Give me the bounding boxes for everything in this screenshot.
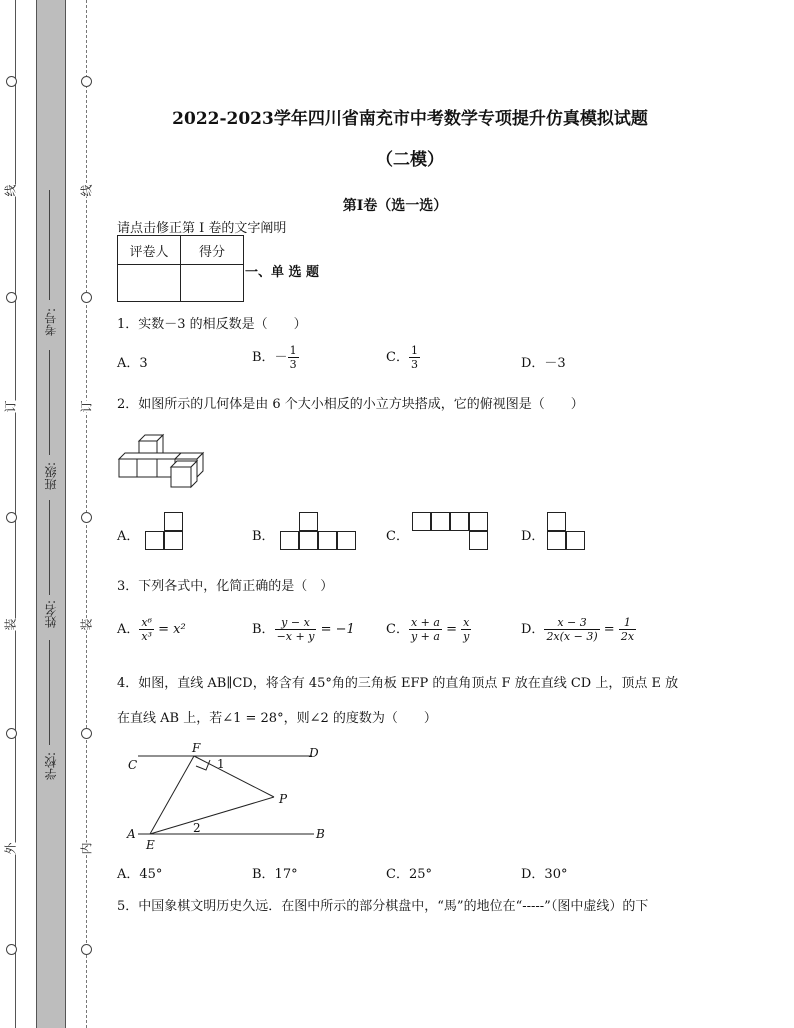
question-1-option-a[interactable]: A．3 [117,356,148,371]
question-1-option-c[interactable] [386,344,420,371]
exam-number-label: 考号: [44,308,58,337]
binding-hole [6,512,17,523]
question-5-stem: 5．中国象棋文明历史久远．在图中所示的部分棋盘中，“馬”的地位在“-----”（图中虚线）的下 [117,899,649,914]
question-3-option-a[interactable]: A． $\frac{\text{x⁶}}{\text{x³}}$ = x² [117,616,186,643]
question-4-option-c[interactable]: C．25° [386,867,432,882]
score-table-header-grader: 评卷人 [118,236,181,265]
margin-label-inner: 装 [79,618,94,631]
question-4-stem-line2: 在直线 AB 上，若∠1 = 28°，则∠2 的度数为（ ） [117,711,437,726]
question-1-option-d[interactable]: D．－3 [521,356,566,371]
binding-hole [81,728,92,739]
label-e: E [146,838,155,850]
score-table-header-score: 得分 [181,236,244,265]
document-subtitle: （二模） [376,150,444,170]
question-2-option-b[interactable]: B． [252,529,275,544]
question-4-option-d[interactable]: D．30° [521,867,568,882]
document-title: 2022-2023学年四川省南充市中考数学专项提升仿真模拟试题 [172,109,648,129]
margin-label-outer: 装 [3,618,18,631]
margin-label-inner: 订 [79,400,94,413]
class-label: 班级: [44,462,58,491]
name-label: 姓名: [44,600,58,629]
question-4-option-a[interactable]: A．45° [117,867,163,882]
option-c-label: C． [386,350,409,365]
question-1-option-b[interactable] [252,344,299,371]
question-3-option-b[interactable]: B． $\frac{y - x}{-x + y}$ = −1 [252,616,355,643]
instruction-note: 请点击修正第 I 卷的文字阐明 [117,221,287,236]
margin-label-outer: 订 [3,400,18,413]
exam-number-line[interactable] [49,190,50,300]
question-3-stem: 3．下列各式中，化简正确的是（ ） [117,579,334,594]
class-line[interactable] [49,350,50,455]
question-4-option-b[interactable]: B．17° [252,867,298,882]
label-a: A [127,827,136,841]
option-b-label: B．－ [252,350,288,365]
question-3-option-d[interactable]: D． $\frac{x - 3}{2x(x - 3)}$ = $\frac{1}{2x}$ [521,616,635,643]
question-2-option-c[interactable]: C． [386,529,409,544]
score-table-cell-score[interactable] [181,265,244,302]
binding-hole [6,76,17,87]
question-1-stem: 1．实数－3 的相反数是（ ） [117,317,307,332]
label-angle-1: 1 [217,757,225,771]
part-title: 一、单 选 题 [245,265,320,280]
label-p: P [279,792,288,806]
binding-hole [81,292,92,303]
question-3-option-c[interactable]: C． $\frac{x + a}{y + a}$ = $\frac{x}{y}$ [386,616,470,643]
name-line[interactable] [49,500,50,595]
section-title: 第I卷（选一选） [342,198,448,214]
question-2-option-d[interactable]: D． [521,529,545,544]
cube-solid-figure [117,433,217,493]
parallel-lines-triangle-figure [120,740,340,850]
label-d: D [309,746,319,760]
label-angle-2: 2 [193,821,201,835]
binding-hole [81,944,92,955]
label-c: C [128,758,138,772]
binding-hole [6,728,17,739]
score-table-cell-grader[interactable] [118,265,181,302]
school-label: 学校: [44,752,58,781]
binding-hole [6,944,17,955]
margin-label-inner: 内 [79,842,94,855]
question-2-option-a[interactable]: A． [117,529,140,544]
question-2-stem: 2．如图所示的几何体是由 6 个大小相反的小立方块搭成，它的俯视图是（ ） [117,397,584,412]
binding-hole [81,76,92,87]
label-f: F [192,741,201,755]
school-line[interactable] [49,640,50,745]
margin-label-outer: 外 [3,842,18,855]
question-4-stem-line1: 4．如图，直线 AB∥CD，将含有 45°角的三角板 EFP 的直角顶点 F 放在直线 CD 上，顶点 E 放 [117,676,679,691]
score-table [117,235,244,302]
binding-hole [81,512,92,523]
binding-hole [6,292,17,303]
margin-band [36,0,66,1028]
fraction: $\frac{1}{3}$ [289,344,297,371]
margin-label-inner: 线 [79,184,94,197]
label-b: B [316,827,325,841]
fraction: $\frac{1}{3}$ [410,344,418,371]
margin-label-outer: 线 [3,184,18,197]
